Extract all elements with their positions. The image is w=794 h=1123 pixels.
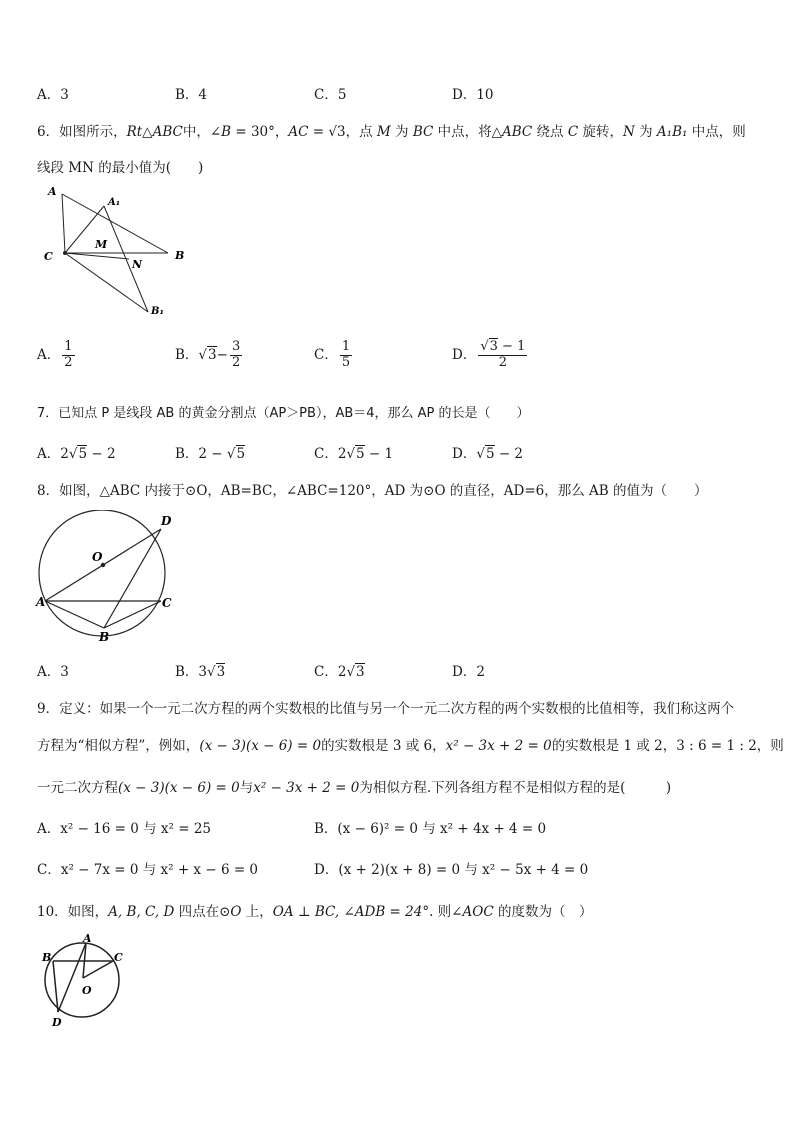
q6-option-a: A． $\frac{1}{2}$ bbox=[37, 339, 73, 370]
q5-option-d: D．10 bbox=[452, 87, 494, 103]
q8-option-c: C．2√3 bbox=[314, 664, 365, 680]
q10-stem: 10．如图，A, B, C, D 四点在⊙O 上，OA ⊥ BC, ∠ADB = 24°. 则∠AOC 的度数为（ ） bbox=[37, 904, 593, 920]
q9-stem-line1: 9．定义：如果一个一元二次方程的两个实数根的比值与另一个一元二次方程的两个实数根的比值相等，我们称这两个 bbox=[37, 701, 735, 717]
q6-option-c: C． $\frac{1}{5}$ bbox=[314, 339, 351, 370]
q5-option-c: C．5 bbox=[314, 87, 347, 103]
q7-stem: 7．已知点 P 是线段 AB 的黄金分割点（AP＞PB），AB＝4，那么 AP 的长是（ ） bbox=[37, 406, 530, 421]
q5-option-b: B．4 bbox=[175, 87, 208, 103]
q6-label-c: C bbox=[44, 250, 53, 263]
q8-stem: 8．如图，△ABC 内接于⊙O，AB=BC，∠ABC=120°，AD 为⊙O 的直径，AD=6，那么 AB 的值为（ ） bbox=[37, 483, 708, 499]
q7-option-b: B．2 − √5 bbox=[175, 446, 246, 462]
q6-label-b1: B₁ bbox=[151, 306, 164, 317]
q8-option-d: D．2 bbox=[452, 664, 485, 680]
q9-stem-line3: 一元二次方程(x − 3)(x − 6) = 0与x² − 3x + 2 = 0为相似方程.下列各组方程不是相似方程的是( ) bbox=[37, 780, 672, 796]
q10-figure bbox=[38, 930, 138, 1030]
q8-label-a: A bbox=[36, 595, 46, 609]
q6-label-a1: A₁ bbox=[108, 197, 121, 208]
q7-option-c: C．2√5 − 1 bbox=[314, 446, 394, 462]
q8-option-a: A．3 bbox=[37, 664, 69, 680]
q9-option-c: C．x² − 7x = 0 与 x² + x − 6 = 0 bbox=[37, 862, 259, 878]
q8-label-d: D bbox=[161, 514, 172, 528]
q6-stem-line1: 6．如图所示，Rt△ABC中，∠B = 30°，AC = √3，点 M 为 BC 中点，将△ABC 绕点 C 旋转，N 为 A₁B₁ 中点，则 bbox=[37, 124, 746, 140]
q6-label-m: M bbox=[95, 238, 108, 251]
q6-label-b: B bbox=[175, 249, 185, 262]
q10-label-o: O bbox=[82, 984, 92, 997]
q10-label-a: A bbox=[83, 932, 92, 945]
q10-label-d: D bbox=[52, 1016, 62, 1029]
q6-option-d: D． $\frac{√3 - 1}{2}$ bbox=[452, 339, 526, 370]
q7-option-d: D．√5 − 2 bbox=[452, 446, 524, 462]
q7-option-a: A．2√5 − 2 bbox=[37, 446, 116, 462]
q6-label-n: N bbox=[132, 258, 143, 271]
q9-option-d: D．(x + 2)(x + 8) = 0 与 x² − 5x + 4 = 0 bbox=[314, 862, 589, 878]
q8-label-b: B bbox=[99, 630, 110, 644]
q6-figure bbox=[40, 180, 200, 325]
q10-label-c: C bbox=[114, 951, 123, 964]
q6-option-b: B．√3− $\frac{3}{2}$ bbox=[175, 339, 241, 370]
q9-option-b: B．(x − 6)² = 0 与 x² + 4x + 4 = 0 bbox=[314, 821, 547, 837]
q5-option-a: A．3 bbox=[37, 87, 69, 103]
q9-option-a: A．x² − 16 = 0 与 x² = 25 bbox=[37, 821, 212, 837]
q8-label-o: O bbox=[92, 550, 103, 564]
q6-label-a: A bbox=[48, 185, 57, 198]
q8-option-b: B．3√3 bbox=[175, 664, 226, 680]
q10-label-b: B bbox=[42, 951, 52, 964]
q8-figure bbox=[30, 510, 190, 650]
q8-label-c: C bbox=[162, 596, 172, 610]
q9-stem-line2: 方程为“相似方程”，例如，(x − 3)(x − 6) = 0的实数根是 3 或 6，x² − 3x + 2 = 0的实数根是 1 或 2，3 : 6 = 1 : 2，则 bbox=[37, 738, 784, 754]
q6-stem-line2: 线段 MN 的最小值为( ) bbox=[37, 160, 204, 176]
